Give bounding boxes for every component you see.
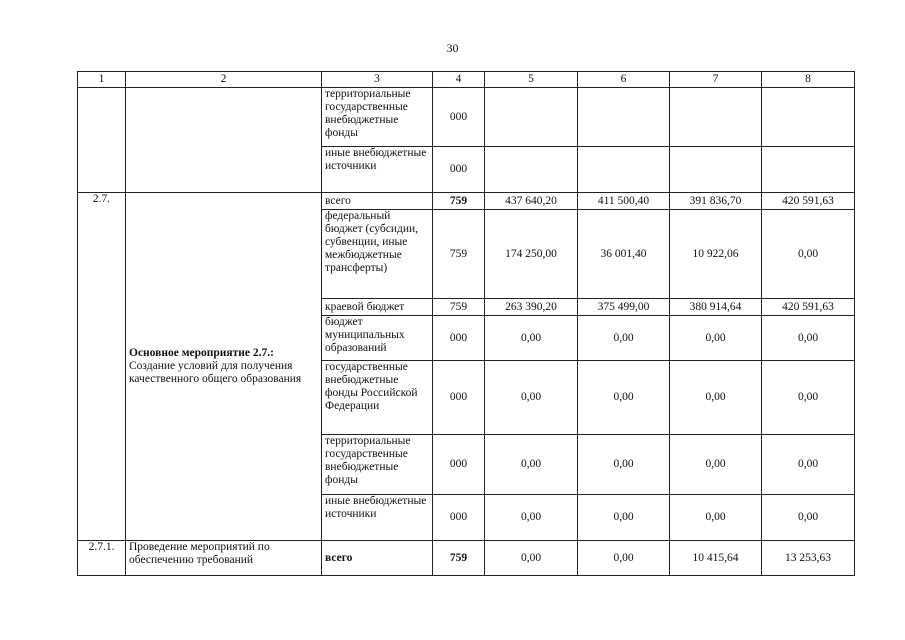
funding-source-cell: бюджет муниципальных образований	[322, 316, 433, 361]
value-cell-8: 0,00	[762, 210, 855, 299]
funding-source-cell: территориальные государственные внебюджетные фонды	[322, 435, 433, 495]
value-cell-6: 0,00	[578, 495, 670, 541]
value-cell-5: 0,00	[485, 495, 578, 541]
budget-table	[77, 71, 855, 576]
value-cell-5: 0,00	[485, 316, 578, 361]
header-row	[78, 72, 855, 88]
value-cell-8: 0,00	[762, 361, 855, 435]
funding-source-cell: иные внебюджетные источники	[322, 147, 433, 193]
value-cell-8: 420 591,63	[762, 299, 855, 316]
code-cell: 759	[433, 193, 485, 210]
column-header-6: 6	[578, 72, 670, 88]
value-cell-6: 375 499,00	[578, 299, 670, 316]
value-cell-6: 0,00	[578, 435, 670, 495]
code-cell: 759	[433, 210, 485, 299]
funding-source-cell: краевой бюджет	[322, 299, 433, 316]
table-row	[78, 541, 855, 576]
value-cell-6	[578, 88, 670, 147]
section-description: Создание условий для получения качественного общего образования	[129, 360, 302, 385]
value-cell-8: 0,00	[762, 435, 855, 495]
value-cell-8	[762, 147, 855, 193]
value-cell-5: 0,00	[485, 361, 578, 435]
table-row	[78, 88, 855, 147]
section-description-cell	[126, 193, 322, 541]
value-cell-5: 437 640,20	[485, 193, 578, 210]
code-cell: 000	[433, 147, 485, 193]
value-cell-7: 0,00	[670, 435, 762, 495]
value-cell-6	[578, 147, 670, 193]
code-cell: 000	[433, 361, 485, 435]
value-cell-5: 263 390,20	[485, 299, 578, 316]
column-header-3: 3	[322, 72, 433, 88]
value-cell-7: 10 922,06	[670, 210, 762, 299]
subsection-description-cell: Проведение мероприятий по обеспечению требований	[126, 541, 322, 576]
value-cell-8: 420 591,63	[762, 193, 855, 210]
value-cell-5: 0,00	[485, 541, 578, 576]
code-cell: 759	[433, 541, 485, 576]
value-cell-7	[670, 147, 762, 193]
funding-source-cell: государственные внебюджетные фонды Российской Федерации	[322, 361, 433, 435]
code-cell: 000	[433, 435, 485, 495]
value-cell-8: 13 253,63	[762, 541, 855, 576]
value-cell-7: 10 415,64	[670, 541, 762, 576]
value-cell-6: 0,00	[578, 316, 670, 361]
row-description-cell	[126, 88, 322, 193]
row-number-cell	[78, 88, 126, 193]
value-cell-7: 380 914,64	[670, 299, 762, 316]
value-cell-5	[485, 147, 578, 193]
value-cell-6: 411 500,40	[578, 193, 670, 210]
funding-source-cell: всего	[322, 541, 433, 576]
column-header-2: 2	[126, 72, 322, 88]
value-cell-7: 0,00	[670, 495, 762, 541]
value-cell-7	[670, 88, 762, 147]
value-cell-6: 0,00	[578, 361, 670, 435]
funding-source-cell: территориальные государственные внебюджетные фонды	[322, 88, 433, 147]
funding-source-cell: всего	[322, 193, 433, 210]
value-cell-5: 0,00	[485, 435, 578, 495]
table-row	[78, 193, 855, 210]
column-header-5: 5	[485, 72, 578, 88]
code-cell: 000	[433, 316, 485, 361]
code-cell: 000	[433, 88, 485, 147]
column-header-1: 1	[78, 72, 126, 88]
section-number-cell: 2.7.	[78, 193, 126, 541]
section-title: Основное мероприятие 2.7.:	[129, 347, 274, 359]
value-cell-7: 0,00	[670, 361, 762, 435]
code-cell: 000	[433, 495, 485, 541]
value-cell-5	[485, 88, 578, 147]
value-cell-7: 391 836,70	[670, 193, 762, 210]
value-cell-6: 36 001,40	[578, 210, 670, 299]
value-cell-8	[762, 88, 855, 147]
funding-source-cell: иные внебюджетные источники	[322, 495, 433, 541]
column-header-7: 7	[670, 72, 762, 88]
column-header-4: 4	[433, 72, 485, 88]
page-number: 30	[446, 41, 459, 55]
value-cell-8: 0,00	[762, 316, 855, 361]
value-cell-6: 0,00	[578, 541, 670, 576]
value-cell-5: 174 250,00	[485, 210, 578, 299]
value-cell-7: 0,00	[670, 316, 762, 361]
code-cell: 759	[433, 299, 485, 316]
value-cell-8: 0,00	[762, 495, 855, 541]
funding-source-cell: федеральный бюджет (субсидии, субвенции, иные межбюджетные трансферты)	[322, 210, 433, 299]
column-header-8: 8	[762, 72, 855, 88]
subsection-number-cell: 2.7.1.	[78, 541, 126, 576]
